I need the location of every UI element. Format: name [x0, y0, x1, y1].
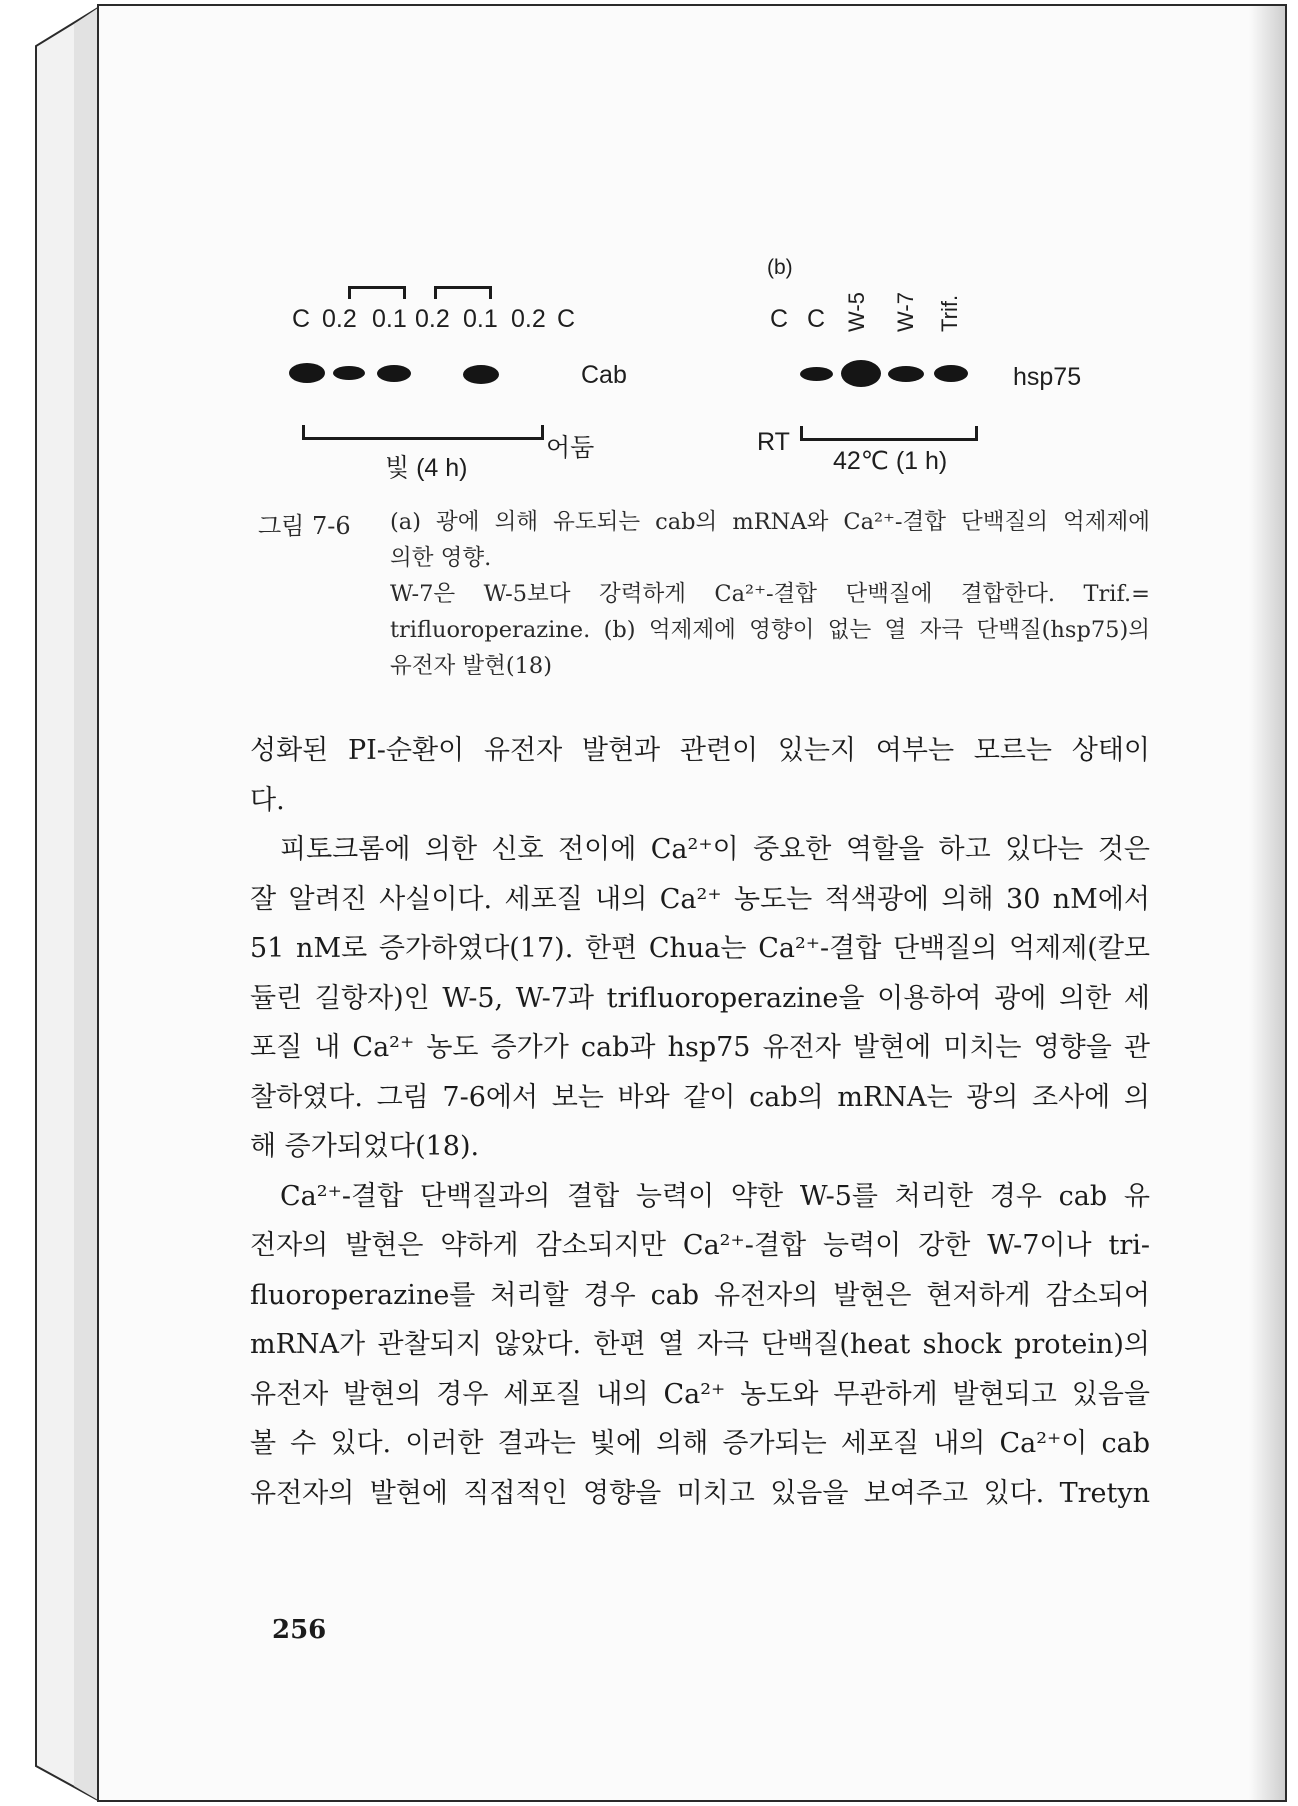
text-line: 다. [250, 784, 285, 816]
text-line: 잘 알려진 사실이다. 세포질 내의 Ca²⁺ 농도는 적색광에 의해 30 nM에서 [250, 883, 1150, 915]
lane-label: Trif. [937, 294, 962, 332]
lane-label: W-7 [893, 292, 918, 332]
caption-label: 그림 7-6 [258, 512, 351, 540]
text-line: Ca²⁺-결합 단백질과의 결합 능력이 약한 W-5를 처리한 경우 cab 유 [280, 1180, 1150, 1212]
text-line: 유전자 발현의 경우 세포질 내의 Ca²⁺ 농도와 무관하게 발현되고 있음을 [250, 1378, 1150, 1410]
lane-pair-bracket [348, 286, 406, 299]
text-line: 성화된 PI-순환이 유전자 발현과 관련이 있는지 여부는 모르는 상태이 [250, 735, 1150, 766]
caption-line: trifluoroperazine. (b) 억제제에 영향이 없는 열 자극 단백질(hsp75)의 [390, 617, 1150, 643]
caption-line: 의한 영향. [390, 545, 492, 571]
blot-band [289, 363, 325, 383]
caption-line: 유전자 발현(18) [390, 653, 553, 679]
lane-pair-bracket [434, 286, 492, 299]
text-line: 전자의 발현은 약하게 감소되지만 Ca²⁺-결합 능력이 강한 W-7이나 tri- [250, 1230, 1150, 1261]
caption-line: W-7은 W-5보다 강력하게 Ca²⁺-결합 단백질에 결합한다. Trif.= [390, 581, 1150, 607]
text-line: 51 nM로 증가하였다(17). 한편 Chua는 Ca²⁺-결합 단백질의 억제제(칼모 [250, 933, 1150, 964]
text-line: 유전자의 발현에 직접적인 영향을 미치고 있음을 보여주고 있다. Tretyn [250, 1477, 1150, 1509]
text-line: 볼 수 있다. 이러한 결과는 빛에 의해 증가되는 세포질 내의 Ca²⁺이 cab [250, 1428, 1150, 1459]
page-number: 256 [272, 1615, 327, 1645]
blot-band [377, 365, 411, 382]
lane-label: C [557, 305, 576, 333]
caption-line: (a) 광에 의해 유도되는 cab의 mRNA와 Ca²⁺-결합 단백질의 억제제에 [390, 509, 1150, 535]
lane-label: W-5 [844, 292, 869, 332]
band-label-cab: Cab [581, 361, 627, 389]
lane-label: 0.2 [322, 305, 357, 333]
blot-band [934, 365, 968, 382]
rt-label: RT [757, 428, 790, 456]
blot-band [841, 360, 881, 387]
dark-label: 어둠 [546, 434, 595, 462]
lane-label: C [292, 305, 311, 333]
figure-caption [390, 504, 1150, 684]
text-line: mRNA가 관찰되지 않았다. 한편 열 자극 단백질(heat shock protein)의 [250, 1329, 1150, 1360]
light-bracket [302, 425, 544, 440]
blot-band [888, 366, 924, 382]
figure-7-6 [0, 0, 1298, 500]
heat-label: 42℃ (1 h) [833, 447, 948, 475]
text-line: 해 증가되었다(18). [250, 1131, 480, 1162]
lane-label: 0.1 [372, 305, 407, 333]
lane-label: C [807, 305, 826, 333]
blot-band [800, 367, 833, 381]
lane-label: 0.1 [463, 305, 498, 333]
heat-bracket [800, 426, 978, 441]
band-label-hsp75: hsp75 [1013, 363, 1082, 391]
text-line: 포질 내 Ca²⁺ 농도 증가가 cab과 hsp75 유전자 발현에 미치는 영향을 관 [250, 1032, 1150, 1063]
text-line: 피토크롬에 의한 신호 전이에 Ca²⁺이 중요한 역할을 하고 있다는 것은 [280, 834, 1150, 865]
body-text [250, 726, 1150, 1518]
blot-band [463, 365, 499, 384]
light-label: 빛 (4 h) [385, 454, 468, 482]
text-line: fluoroperazine를 처리할 경우 cab 유전자의 발현은 현저하게 감소되어 [250, 1279, 1150, 1311]
lane-label: C [770, 305, 789, 333]
lane-label: 0.2 [415, 305, 450, 333]
text-line: 듈린 길항자)인 W-5, W-7과 trifluoroperazine을 이용하여 광에 의한 세 [250, 982, 1150, 1014]
panel-label-b: (b) [767, 256, 793, 279]
lane-label: 0.2 [511, 305, 546, 333]
text-line: 찰하였다. 그림 7-6에서 보는 바와 같이 cab의 mRNA는 광의 조사에 의 [250, 1081, 1150, 1113]
blot-band [333, 366, 365, 380]
